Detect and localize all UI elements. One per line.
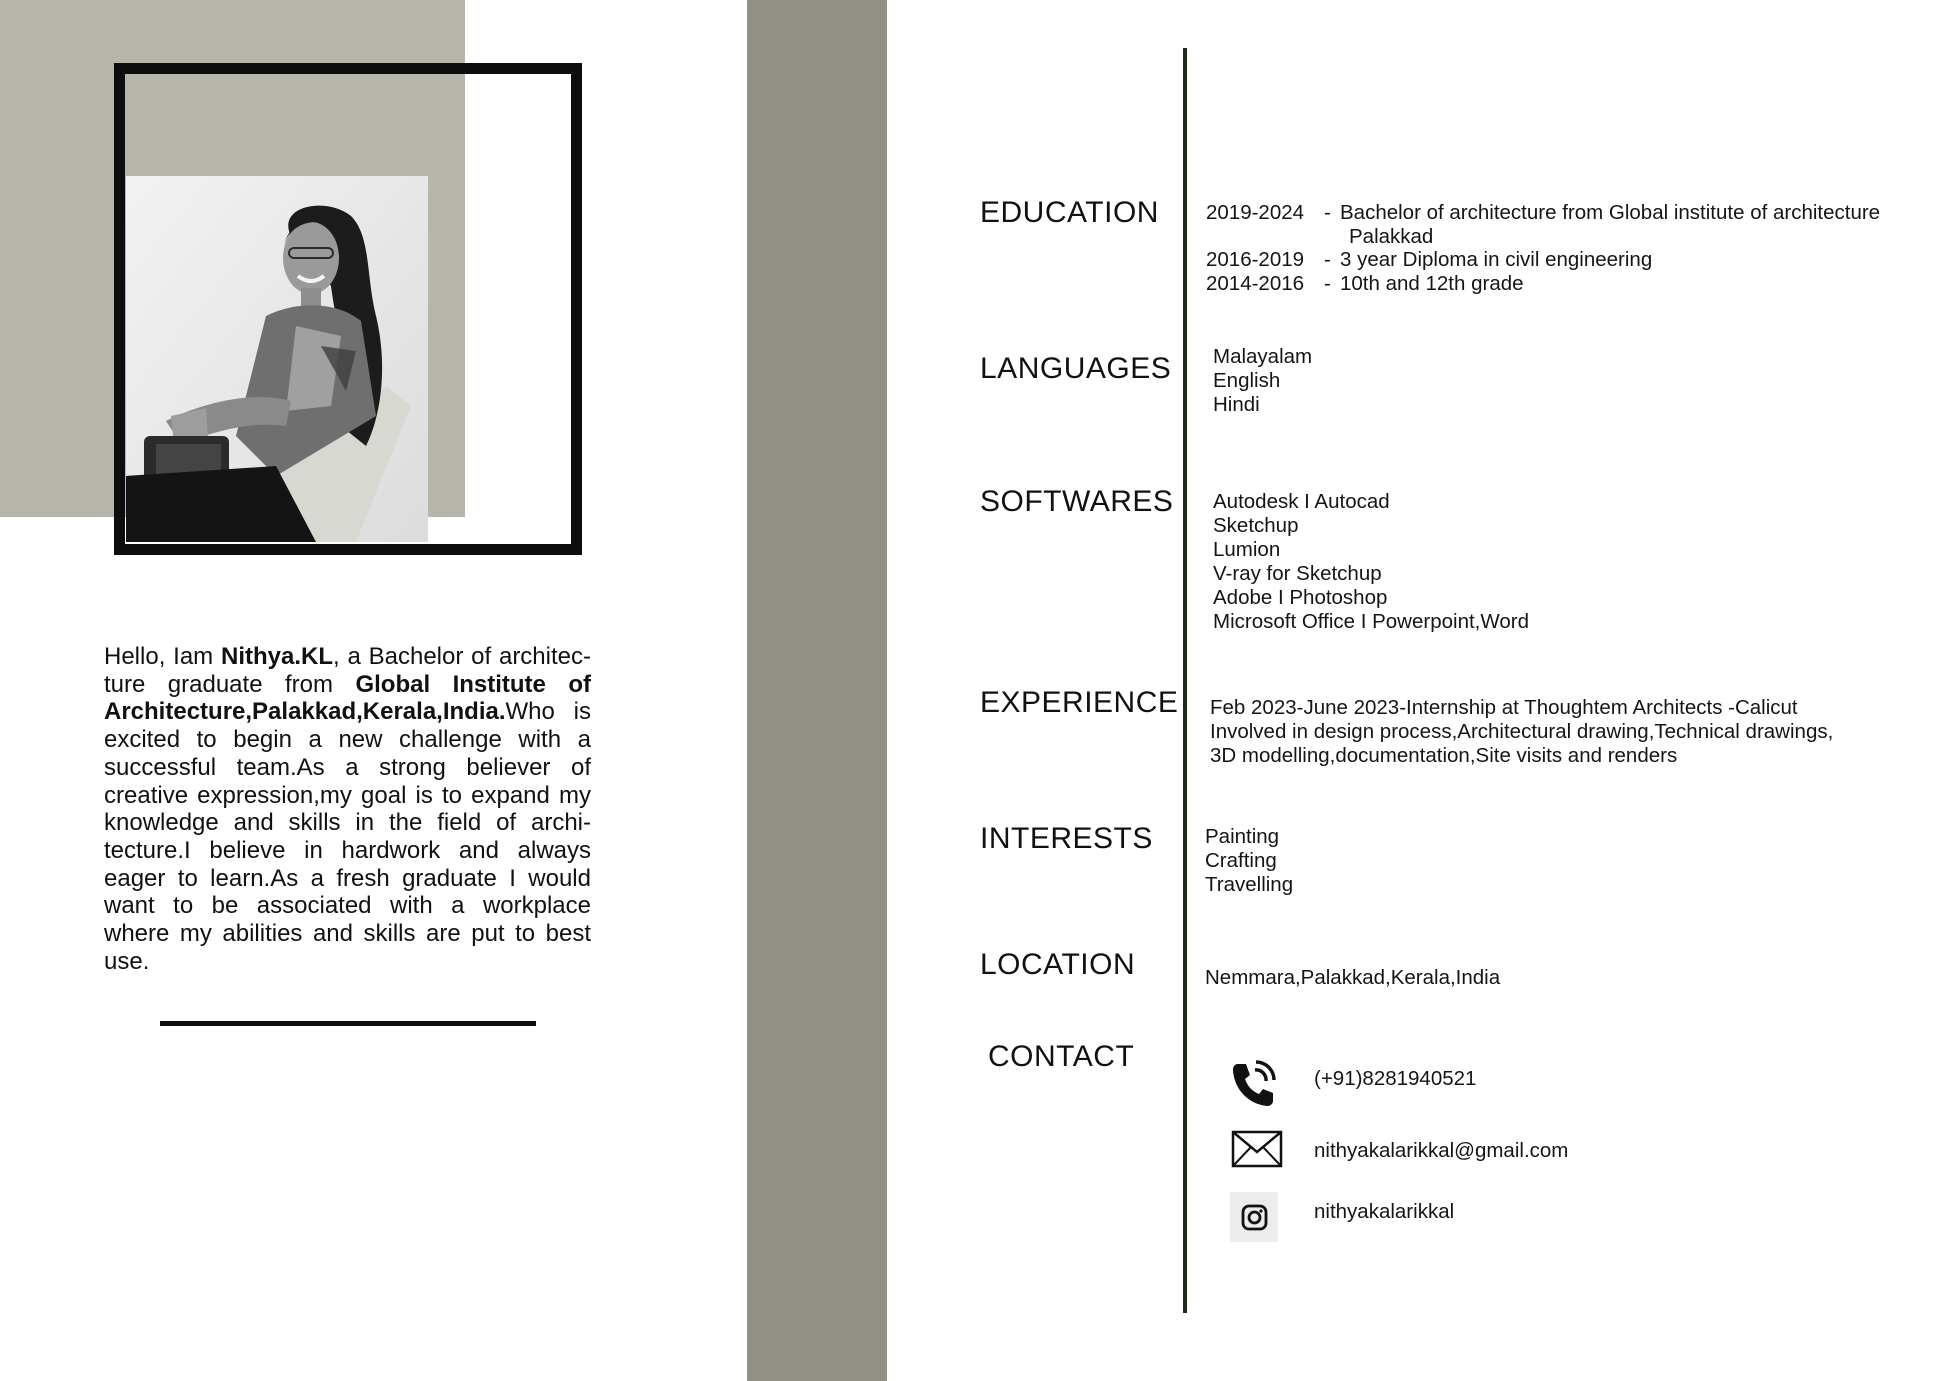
education-text: 10th and 12th grade: [1340, 272, 1524, 295]
languages-heading: LANGUAGES: [980, 352, 1172, 385]
experience-line: 3D modelling,documentation,Site visits and renders: [1210, 744, 1678, 767]
photo-frame: [114, 63, 582, 555]
education-years: 2019-2024: [1206, 201, 1305, 224]
intro-name: Nithya.KL: [220, 643, 333, 670]
intro-text-3: Who is excited to begin a new challenge with a successful team.As a strong believer of creative expression,my goal is to expand my knowledge and skills in the field of architecture.I believe in hardwork and always eager to learn.As a fresh graduate I would want to be associated with a workplace where my abilities and skills are put to best use.: [104, 698, 591, 975]
education-item: [1206, 201, 1926, 249]
interest-item: Painting: [1205, 825, 1280, 848]
software-item: V-ray for Sketchup: [1213, 562, 1382, 585]
softwares-heading: SOFTWARES: [980, 485, 1174, 518]
phone-number[interactable]: (+91)8281940521: [1314, 1067, 1477, 1090]
education-text: Bachelor of architecture from Global institute of architecture: [1340, 201, 1881, 224]
contact-heading: CONTACT: [988, 1040, 1135, 1073]
email-address[interactable]: nithyakalarikkal@gmail.com: [1314, 1139, 1569, 1162]
education-heading: EDUCATION: [980, 196, 1159, 229]
vertical-divider: [1183, 48, 1187, 1313]
interests-heading: INTERESTS: [980, 822, 1153, 855]
experience-heading: EXPERIENCE: [980, 686, 1179, 719]
interest-item: Crafting: [1205, 849, 1277, 872]
intro-text-1: Hello, Iam: [104, 643, 221, 670]
language-item: Malayalam: [1213, 345, 1313, 368]
phone-icon: [1226, 1056, 1280, 1110]
interest-item: Travelling: [1205, 873, 1294, 896]
education-dash: -: [1324, 201, 1331, 224]
instagram-handle[interactable]: nithyakalarikkal: [1314, 1200, 1455, 1223]
intro-paragraph: [104, 643, 591, 975]
horizontal-rule: [160, 1021, 536, 1026]
software-item: Microsoft Office I Powerpoint,Word: [1213, 610, 1529, 633]
education-item: [1206, 272, 1926, 296]
software-item: Autodesk I Autocad: [1213, 490, 1390, 513]
experience-line: Feb 2023-June 2023-Internship at Thoughtem Architects -Calicut: [1210, 696, 1798, 719]
intro-text-2: , a Bachelor of architecture graduate from: [104, 643, 592, 698]
software-item: Sketchup: [1213, 514, 1299, 537]
education-years: 2016-2019: [1206, 248, 1305, 271]
education-dash: -: [1324, 248, 1331, 271]
experience-list: [1210, 696, 1833, 768]
education-dash: -: [1324, 272, 1331, 295]
location-heading: LOCATION: [980, 948, 1136, 981]
experience-line: Involved in design process,Architectural drawing,Technical drawings,: [1210, 720, 1834, 743]
language-item: Hindi: [1213, 393, 1260, 416]
language-item: English: [1213, 369, 1281, 392]
interests-list: [1205, 825, 1293, 897]
education-text: 3 year Diploma in civil engineering: [1340, 248, 1653, 271]
software-item: Lumion: [1213, 538, 1281, 561]
intro-institute: Global Institute of Architecture,Palakkad,Kerala,India.: [104, 670, 591, 726]
education-text-cont: Palakkad: [1349, 225, 1434, 248]
languages-list: [1213, 345, 1312, 417]
softwares-list: [1213, 490, 1529, 634]
education-item: [1206, 248, 1926, 272]
education-list: [1206, 201, 1926, 301]
location-text: Nemmara,Palakkad,Kerala,India: [1205, 966, 1501, 989]
center-band: [747, 0, 887, 1381]
education-years: 2014-2016: [1206, 272, 1305, 295]
software-item: Adobe I Photoshop: [1213, 586, 1388, 609]
instagram-icon: [1230, 1192, 1278, 1242]
envelope-icon: [1231, 1130, 1283, 1168]
